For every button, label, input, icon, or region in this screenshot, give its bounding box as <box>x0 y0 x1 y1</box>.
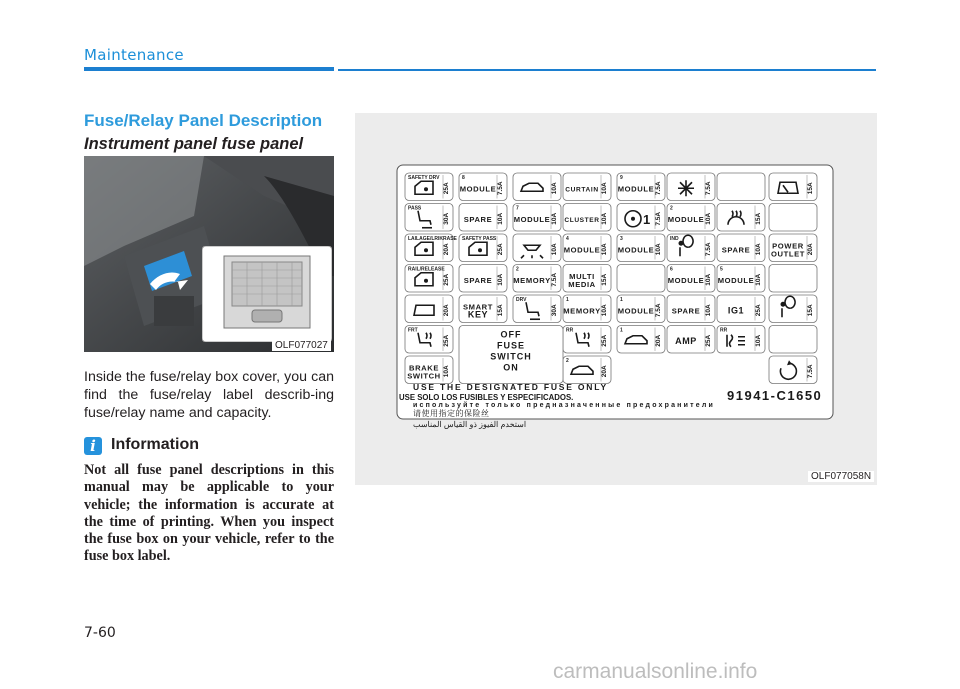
fuse-label: MULTI <box>569 271 595 281</box>
fuse-amp: 10A <box>551 212 558 225</box>
fuse-tag: 2 <box>670 205 673 212</box>
fuse-cell <box>717 204 765 232</box>
fuse-label: MODULE <box>667 214 705 224</box>
fuse-cell <box>513 204 561 232</box>
fuse-amp: 7.5A <box>497 181 504 196</box>
fuse-tag: 3 <box>620 236 623 242</box>
fuse-cell <box>717 295 765 323</box>
fuse-cell <box>405 265 453 293</box>
fuse-amp: 7.5A <box>551 272 558 287</box>
fuse-amp: 7.5A <box>705 242 712 257</box>
fuse-amp: 10A <box>443 365 450 378</box>
fuse-amp: 7.5A <box>705 181 712 196</box>
fuse-tag: 9 <box>620 175 623 181</box>
fuse-switch-label: FUSE <box>496 340 526 351</box>
section-heading: Fuse/Relay Panel Description <box>84 111 323 130</box>
fuse-cell <box>405 173 453 201</box>
section-header-title: Maintenance <box>84 46 184 64</box>
fuse-label: SPARE <box>463 214 493 224</box>
fuse-cell <box>563 356 611 384</box>
fuse-tag: 7 <box>516 205 519 212</box>
fuse-label: MEMORY <box>513 275 551 285</box>
fuse-amp: 10A <box>705 273 712 286</box>
fuse-cell <box>769 326 817 354</box>
fuse-switch-label: SWITCH <box>490 351 532 362</box>
fuse-label: MEMORY <box>563 306 601 316</box>
fuse-cell <box>513 295 561 323</box>
fuse-cell <box>717 265 765 293</box>
fuse-cell <box>513 173 561 201</box>
fuse-amp: 10A <box>601 304 608 317</box>
fuse-cell <box>769 173 817 201</box>
fuse-cell <box>667 326 715 354</box>
photo-caption: OLF077027 <box>272 340 331 351</box>
fuse-label: SPARE <box>671 306 701 316</box>
part-number: 91941-C1650 <box>727 388 823 403</box>
fuse-label: CURTAIN <box>565 186 599 194</box>
sub-heading: Instrument panel fuse panel <box>84 135 304 153</box>
fuse-switch-label: OFF <box>500 329 522 340</box>
fuse-label: MODULE <box>717 275 755 285</box>
fuse-label: IG1 <box>727 305 745 316</box>
fuse-amp: 15A <box>601 273 608 286</box>
fuse-cell <box>769 265 817 293</box>
fuse-tag: PASS <box>408 205 422 212</box>
fuse-tag: 1 <box>566 297 569 303</box>
fuse-label: SPARE <box>721 245 751 255</box>
fuse-amp: 7.5A <box>655 181 662 196</box>
fuse-label: SWITCH <box>407 371 441 381</box>
fuse-amp: 10A <box>755 273 762 286</box>
fuse-cell <box>717 234 765 262</box>
info-text: Not all fuse panel descriptions in this manual may be applicable to your vehicle; the information is accurate at the time of printing. When you inspect the fuse box on your vehicle, refer to the fuse box label. <box>84 462 334 565</box>
fuse-tag: 5 <box>720 266 723 273</box>
fuse-amp: 25A <box>497 243 504 256</box>
fuse-cell <box>769 295 817 323</box>
fuse-tag: 2 <box>516 266 519 273</box>
fuse-cell <box>459 173 507 201</box>
fuse-tag: 6 <box>670 266 673 273</box>
fuse-amp: 7.5A <box>655 211 662 226</box>
fuse-tag: 8 <box>462 175 465 181</box>
fuse-cell <box>459 234 507 262</box>
fuse-label: SPARE <box>463 275 493 285</box>
fuse-amp: 20A <box>443 304 450 317</box>
page-number: 7-60 <box>84 625 116 641</box>
fuse-cell <box>405 295 453 323</box>
fuse-tag: SAFETY DRV <box>408 175 440 181</box>
fuse-cell <box>667 204 715 232</box>
fuse-panel-diagram <box>355 113 877 485</box>
fuse-amp: 25A <box>755 304 762 317</box>
fuse-cell <box>563 265 611 293</box>
fuse-cell <box>405 356 453 384</box>
fuse-amp: 10A <box>601 182 608 195</box>
fuse-cell <box>769 234 817 262</box>
fuse-label: MEDIA <box>568 279 596 289</box>
fuse-tag: RAIL/RELEASE <box>408 266 445 273</box>
fuse-tag: DRV <box>516 297 527 303</box>
fuse-cell <box>563 326 611 354</box>
fuse-amp: 25A <box>443 273 450 286</box>
notice-line: используйте только предназначенные предохранители <box>413 402 715 409</box>
fuse-cell <box>405 234 458 262</box>
fuse-tag: SAFETY PASS <box>462 236 497 242</box>
notice-line: استخدم الفيوز ذو القياس المناسب <box>413 420 527 429</box>
fuse-amp: 10A <box>601 243 608 256</box>
fuse-tag: IND <box>670 236 679 242</box>
fuse-label: OUTLET <box>771 249 805 259</box>
fuse-amp: 30A <box>551 304 558 317</box>
fuse-label: MODULE <box>617 184 655 194</box>
fuse-cell <box>563 173 611 201</box>
fuse-cell <box>667 234 715 262</box>
fuse-cell <box>717 173 765 201</box>
fuse-cell <box>617 204 665 232</box>
fuse-switch-label: ON <box>503 362 519 373</box>
fuse-amp: 10A <box>551 182 558 195</box>
fuse-amp: 25A <box>601 334 608 347</box>
ac-icon <box>678 180 694 196</box>
info-title: Information <box>111 436 199 453</box>
fuse-amp: 7.5A <box>655 303 662 318</box>
header-rule-thin <box>338 69 876 71</box>
fuse-label: MODULE <box>667 275 705 285</box>
fuse-label: KEY <box>467 309 489 320</box>
fuse-tag: RR <box>720 327 728 334</box>
fuse-cell <box>563 204 611 232</box>
fuse-tag: LAILAGE/LRIKRASE <box>408 236 457 242</box>
fuse-amp: 10A <box>705 304 712 317</box>
fuse-amp: 25A <box>705 334 712 347</box>
fuse-switch-box <box>459 326 563 384</box>
fuse-label: MODULE <box>563 245 601 255</box>
fuse-amp: 15A <box>497 304 504 317</box>
notice-line: USE THE DESIGNATED FUSE ONLY <box>413 382 608 392</box>
fuse-box-location-photo <box>84 156 334 352</box>
watermark: carmanualsonline.info <box>553 660 758 683</box>
fuse-cell <box>563 234 611 262</box>
fuse-cell <box>617 234 665 262</box>
fuse-label: MODULE <box>459 184 497 194</box>
fuse-label: CLUSTER <box>564 216 600 224</box>
fuse-cell <box>459 204 507 232</box>
diagram-caption: OLF077058N <box>808 471 874 482</box>
fuse-amp: 10A <box>497 212 504 225</box>
fuse-cell <box>513 234 561 262</box>
fuse-amp: 15A <box>807 182 814 195</box>
information-icon: i <box>84 437 102 455</box>
fuse-amp: 20A <box>655 334 662 347</box>
fuse-amp: 10A <box>705 212 712 225</box>
fuse-tag: 1 <box>620 297 623 303</box>
fuse-label: MODULE <box>513 214 551 224</box>
fuse-cell <box>617 295 665 323</box>
fuse-amp: 20A <box>807 243 814 256</box>
body-paragraph: Inside the fuse/relay box cover, you can find the fuse/relay label describ-ing fuse/relay name and capacity. <box>84 369 334 421</box>
fuse-cell <box>667 265 715 293</box>
fuse-label: AMP <box>675 335 697 346</box>
fuse-amp: 25A <box>443 334 450 347</box>
fuse-amp: 20A <box>443 243 450 256</box>
fuse-amp: 10A <box>497 273 504 286</box>
fuse-cell <box>563 295 611 323</box>
fuse-cell <box>405 204 453 232</box>
fuse-amp: 10A <box>755 334 762 347</box>
fuse-tag: 4 <box>566 236 569 242</box>
fuse-cell <box>717 326 765 354</box>
fuse-amp: 25A <box>443 182 450 195</box>
fuse-cell <box>769 204 817 232</box>
header-rule-thick <box>84 67 334 71</box>
fuse-label: MODULE <box>617 306 655 316</box>
fuse-tag: FRT <box>408 327 418 334</box>
fuse-cell <box>459 265 507 293</box>
fuse-cell <box>513 265 561 293</box>
fuse-cell <box>667 295 715 323</box>
fuse-tag: 1 <box>620 327 623 334</box>
fuse-label: POWER <box>772 241 804 251</box>
fuse-label: BRAKE <box>408 363 440 373</box>
fuse-amp: 30A <box>443 212 450 225</box>
fuse-cell <box>769 356 817 384</box>
fuse-tag: 2 <box>566 358 569 364</box>
notice-line: 请使用指定的保险丝 <box>413 409 490 418</box>
fuse-amp: 10A <box>601 212 608 225</box>
fuse-amp: 10A <box>551 243 558 256</box>
notice-line: USE SOLO LOS FUSIBLES Y ESPECIFICADOS. <box>399 393 574 402</box>
fuse-label: SMART <box>463 302 493 312</box>
svg-text:1: 1 <box>643 211 651 227</box>
fuse-cell <box>617 265 665 293</box>
fuse-amp: 10A <box>755 243 762 256</box>
fuse-cell <box>617 173 665 201</box>
fuse-cell <box>617 326 665 354</box>
fuse-amp: 15A <box>807 304 814 317</box>
fuse-label: MODULE <box>617 245 655 255</box>
fuse-cell <box>459 295 507 323</box>
fuse-amp: 20A <box>601 365 608 378</box>
fuse-amp: 7.5A <box>807 364 814 379</box>
fuse-amp: 10A <box>655 243 662 256</box>
fuse-amp: 15A <box>755 212 762 225</box>
fuse-cell <box>405 326 453 354</box>
fuse-tag: RR <box>566 327 574 334</box>
fuse-cell <box>667 173 715 201</box>
